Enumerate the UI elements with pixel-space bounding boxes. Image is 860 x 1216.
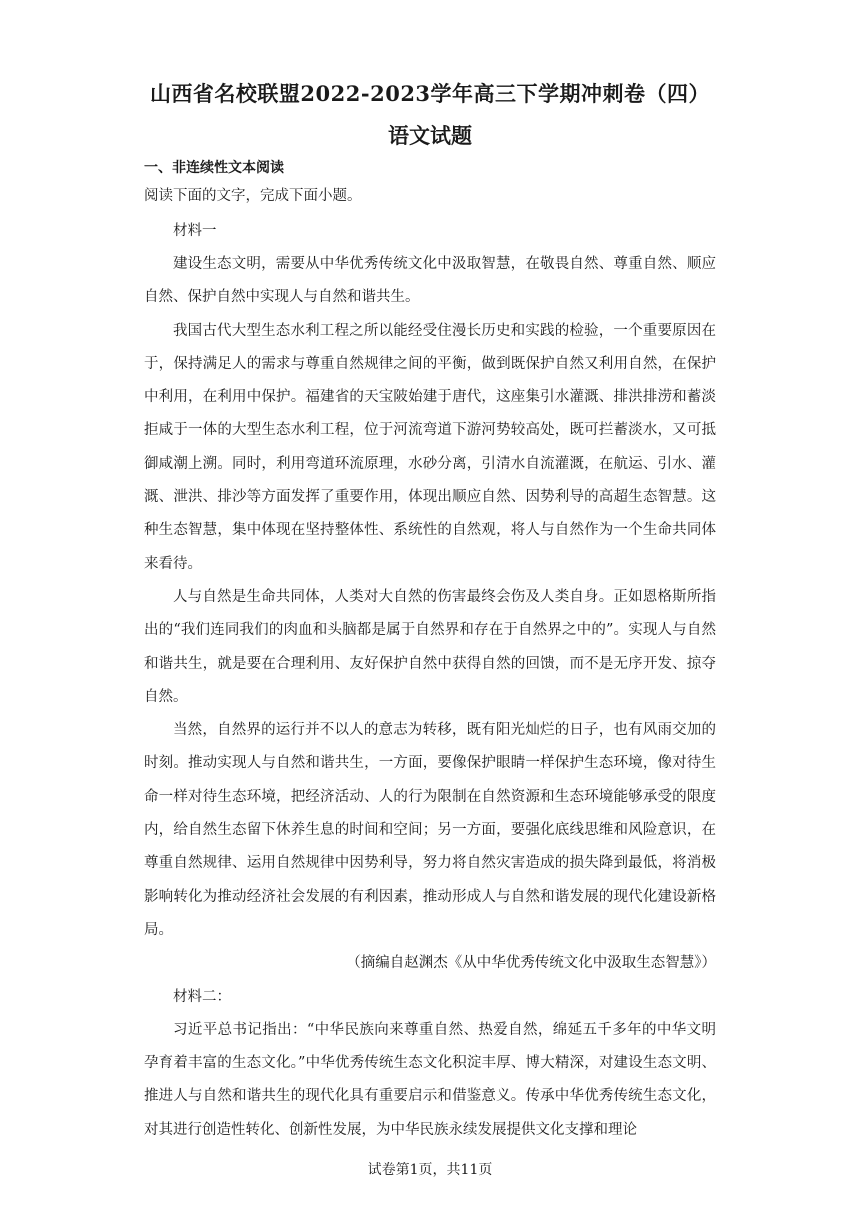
passage-paragraph: 人与自然是生命共同体，人类对大自然的伤害最终会伤及人类自身。正如恩格斯所指出的“我们连同我们的肉血和头脑都是属于自然界和存在于自然界之中的”。实现人与自然和谐共生，就是要在合理利用、友好保护自然中获得自然的回馈，而不是无序开发、掠夺自然。 [144,588,716,705]
passage-paragraph: 我国古代大型生态水利工程之所以能经受住漫长历史和实践的检验，一个重要原因在于，保持满足人的需求与尊重自然规律之间的平衡，做到既保护自然又利用自然，在保护中利用，在利用中保护。福建省的天宝陂始建于唐代，这座集引水灌溉、排洪排涝和蓄淡拒咸于一体的大型生态水利工程，位于河流弯道下游河势较高处，既可拦蓄淡水，又可抵御咸潮上溯。同时，利用弯道环流原理，水砂分离，引清水自流灌溉，在航运、引水、灌溉、泄洪、排沙等方面发挥了重要作用，体现出顺应自然、因势利导的高超生态智慧。这种生态智慧，集中体现在坚持整体性、系统性的自然观，将人与自然作为一个生命共同体来看待。 [144,322,716,572]
material-two-heading: 材料二： [173,988,231,1005]
source-citation: （摘编自赵渊杰《从中华优秀传统文化中汲取生态智慧》） [346,955,716,972]
passage-body [144,222,716,1147]
exam-subtitle: 语文试题 [388,123,472,148]
exam-title: 山西省名校联盟2022-2023学年高三下学期冲刺卷（四） [149,81,711,106]
passage-paragraph: 当然，自然界的运行并不以人的意志为转移，既有阳光灿烂的日子，也有风雨交加的时刻。推动实现人与自然和谐共生，一方面，要像保护眼睛一样保护生态环境，像对待生命一样对待生态环境，把经济活动、人的行为限制在自然资源和生态环境能够承受的限度内，给自然生态留下休养生息的时间和空间；另一方面，要强化底线思维和风险意识，在尊重自然规律、运用自然规律中因势利导，努力将自然灾害造成的损失降到最低，将消极影响转化为推动经济社会发展的有利因素，推动形成人与自然和谐发展的现代化建设新格局。 [144,722,716,938]
material-one-heading: 材料一 [173,222,217,239]
passage-paragraph: 习近平总书记指出：“中华民族向来尊重自然、热爱自然，绵延五千多年的中华文明孕育着丰富的生态文化。”中华优秀传统生态文化积淀丰厚、博大精深，对建设生态文明、推进人与自然和谐共生的现代化具有重要启示和借鉴意义。传承中华优秀传统生态文化，对其进行创造性转化、创新性发展，为中华民族永续发展提供文化支撑和理论 [144,1021,716,1138]
passage-paragraph: 建设生态文明，需要从中华优秀传统文化中汲取智慧，在敬畏自然、尊重自然、顺应自然、保护自然中实现人与自然和谐共生。 [144,256,716,306]
section-heading: 一、非连续性文本阅读 [144,160,284,176]
reading-instruction: 阅读下面的文字，完成下面小题。 [144,188,362,204]
page-footer: 试卷第1页，共11页 [367,1162,493,1178]
